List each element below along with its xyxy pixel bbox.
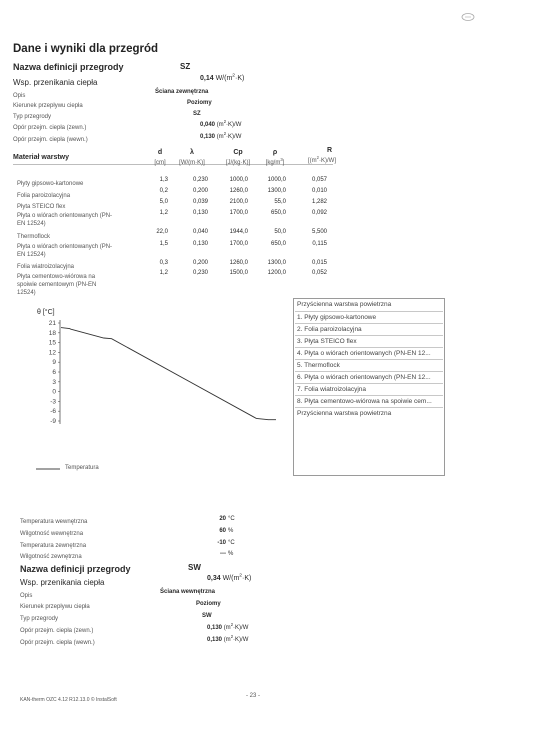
typ-value: SZ	[193, 111, 201, 117]
col-r-unit-sup: 2	[316, 155, 319, 160]
y-tick-label: 0	[52, 388, 56, 396]
legend-divider	[295, 395, 443, 396]
row-name: Płyta cementowo-wiórowa na	[17, 274, 96, 280]
r-zewn-group	[200, 119, 242, 128]
row-cp: 1944,0	[229, 229, 248, 235]
legend-divider	[295, 347, 443, 348]
col-r-unit-end: ·K)/W]	[319, 158, 336, 164]
row-d: 1,5	[159, 241, 168, 247]
u-unit-sup: 2	[239, 573, 243, 579]
row-rho: 650,0	[270, 210, 286, 216]
legend-divider	[295, 323, 443, 324]
row-d: 0,2	[159, 188, 168, 194]
r-unit-end: ·K)/W	[226, 122, 242, 128]
row-lambda: 0,200	[192, 260, 208, 266]
row-lambda: 0,130	[192, 210, 208, 216]
chart-plot	[30, 318, 280, 428]
r-wewn-label: Opór przejm. ciepła (wewn.)	[13, 137, 88, 143]
r-unit-end: ·K)/W	[233, 637, 249, 643]
row-r: 0,057	[311, 177, 327, 183]
y-tick-label: 15	[48, 339, 56, 347]
rh-in-unit: %	[228, 528, 234, 534]
r-zewn-label: Opór przejm. ciepła (zewn.)	[13, 125, 87, 131]
y-tick-label: 21	[48, 320, 56, 327]
row-r: 0,052	[311, 270, 327, 276]
r-zewn-group	[207, 622, 249, 631]
section-header-label: Nazwa definicji przegrody	[13, 62, 124, 72]
r-zewn-value: 0,040	[200, 122, 216, 128]
y-tick-label: 9	[52, 359, 56, 367]
t-out-unit: °C	[228, 540, 235, 546]
legend-divider	[295, 359, 443, 360]
chart-y-label: θ [°C]	[37, 309, 55, 316]
r-unit: (m	[216, 134, 224, 140]
section-header-value: SZ	[180, 62, 191, 71]
row-d: 0,3	[159, 260, 168, 266]
legend-divider	[295, 311, 443, 312]
legend-item: 2. Folia paroizolacyjna	[297, 326, 362, 333]
col-rho-symbol: ρ	[272, 149, 278, 156]
u-value: 0,14	[200, 75, 214, 82]
row-lambda: 0,200	[192, 188, 208, 194]
row-d: 1,2	[159, 270, 168, 276]
r-wewn-value: 0,130	[207, 637, 223, 643]
r-wewn-group	[207, 634, 249, 643]
r-unit-sup: 2	[223, 119, 227, 124]
y-tick-label: 3	[52, 378, 56, 386]
u-value: 0,34	[207, 575, 221, 582]
scan-mark-icon	[460, 12, 476, 22]
row-name: Thermoflock	[17, 234, 51, 240]
col-rho-unit-base: [kg/m	[265, 160, 281, 166]
row-r: 0,015	[311, 260, 327, 266]
row-rho: 1000,0	[267, 177, 286, 183]
rh-out-value: ---	[220, 551, 226, 557]
u-value-group	[207, 575, 251, 582]
row-cp: 2100,0	[229, 199, 248, 205]
legend-item: 6. Płyta o wiórach orientowanych (PN-EN 12...	[297, 374, 431, 381]
u-label: Wsp. przenikania ciepła	[20, 578, 105, 587]
t-in-label: Temperatura wewnętrzna	[20, 519, 88, 525]
row-lambda: 0,230	[192, 270, 208, 276]
col-cp-unit: [J/(kg·K)]	[225, 160, 251, 166]
y-tick-label: -3	[50, 398, 56, 406]
row-lambda: 0,039	[192, 199, 208, 205]
col-rho-unit-end: ]	[282, 160, 285, 166]
y-tick-label: 12	[48, 349, 56, 357]
rh-in-value: 60	[219, 528, 226, 534]
col-r-unit	[286, 155, 336, 164]
r-unit: (m	[216, 122, 224, 128]
row-r: 0,010	[311, 188, 327, 194]
row-name-cont: EN 12524)	[17, 252, 46, 258]
col-cp-symbol: Cp	[233, 149, 243, 156]
r-unit-sup: 2	[230, 634, 234, 639]
row-r: 0,115	[312, 241, 327, 247]
row-cp: 1260,0	[229, 188, 248, 194]
col-r-symbol: R	[326, 147, 332, 154]
r-unit-sup: 2	[223, 131, 227, 136]
r-unit: (m	[223, 637, 231, 643]
kierunek-label: Kierunek przepływu ciepła	[13, 103, 83, 109]
row-r: 0,092	[311, 210, 327, 216]
r-wewn-group	[200, 131, 242, 140]
u-unit: W/(m	[215, 75, 233, 82]
row-cp: 1700,0	[229, 241, 248, 247]
footer-page-number: - 23 -	[246, 693, 261, 699]
t-in-value: 20	[219, 516, 226, 522]
row-cp: 1700,0	[229, 210, 248, 216]
kierunek-value: Poziomy	[187, 100, 212, 106]
r-wewn-label: Opór przejm. ciepła (wewn.)	[20, 640, 95, 646]
row-lambda: 0,040	[192, 229, 208, 235]
row-name: Płyta o wiórach orientowanych (PN-	[17, 244, 113, 250]
u-unit-end: ·K)	[235, 75, 245, 82]
section-header-value: SW	[188, 563, 201, 572]
row-name-cont: spoiwie cementowym (PN-EN	[17, 282, 97, 288]
row-name: Folia wiatroizolacyjna	[17, 264, 75, 270]
legend-divider	[295, 383, 443, 384]
page-title: Dane i wyniki dla przegród	[13, 43, 159, 55]
y-tick-label: 18	[48, 329, 56, 337]
legend-item: Przyścienna warstwa powietrzna	[297, 301, 392, 308]
r-unit-sup: 2	[230, 622, 234, 627]
layers-legend	[293, 298, 445, 476]
u-unit-end: ·K)	[242, 575, 252, 582]
row-rho: 650,0	[270, 241, 286, 247]
u-unit: W/(m	[222, 575, 240, 582]
row-name: Płyta o wiórach orientowanych (PN-	[17, 213, 113, 219]
u-label: Wsp. przenikania ciepła	[13, 78, 98, 87]
row-name: Płyty gipsowo-kartonowe	[17, 181, 84, 187]
r-unit-end: ·K)/W	[233, 625, 249, 631]
row-r: 1,282	[311, 199, 327, 205]
row-rho: 50,0	[274, 229, 286, 235]
row-cp: 1260,0	[229, 260, 248, 266]
legend-item: Przyścienna warstwa powietrzna	[297, 410, 392, 417]
legend-divider	[295, 335, 443, 336]
row-name-cont: EN 12524)	[17, 221, 46, 227]
kierunek-value: Poziomy	[196, 601, 221, 607]
row-name: Płyta STEICO flex	[17, 204, 66, 210]
row-name-cont: 12524)	[17, 290, 36, 296]
row-d: 1,2	[159, 210, 168, 216]
r-unit-end: ·K)/W	[226, 134, 242, 140]
kierunek-label: Kierunek przepływu ciepła	[20, 604, 90, 610]
row-rho: 55,0	[274, 199, 286, 205]
section-header-label: Nazwa definicji przegrody	[20, 564, 131, 574]
opis-value: Ściana wewnętrzna	[160, 589, 216, 595]
col-d-unit: [cm]	[154, 160, 166, 166]
legend-divider	[295, 407, 443, 408]
y-tick-label: 6	[52, 369, 56, 376]
row-rho: 1200,0	[267, 270, 286, 276]
typ-label: Typ przegrody	[13, 114, 52, 120]
u-value-group	[200, 75, 244, 82]
row-name: Folia paroizolacyjna	[17, 193, 71, 199]
legend-item: 4. Płyta o wiórach orientowanych (PN-EN 12...	[297, 350, 431, 357]
row-cp: 1000,0	[229, 177, 248, 183]
legend-item: 1. Płyty gipsowo-kartonowe	[297, 314, 377, 321]
r-wewn-value: 0,130	[200, 134, 216, 140]
y-tick-label: -9	[50, 418, 56, 425]
row-d: 5,0	[159, 199, 168, 205]
r-unit: (m	[223, 625, 231, 631]
legend-series-label: Temperatura	[65, 465, 99, 471]
temperature-series-line	[61, 328, 276, 420]
t-out-label: Temperatura zewnętrzna	[20, 543, 87, 549]
opis-value: Ściana zewnętrzna	[155, 89, 209, 95]
r-zewn-label: Opór przejm. ciepła (zewn.)	[20, 628, 94, 634]
legend-item: 5. Thermoflock	[297, 362, 340, 369]
col-lambda-symbol: λ	[190, 149, 194, 156]
col-lambda-unit: [W/(m·K)]	[179, 160, 205, 166]
r-zewn-value: 0,130	[207, 625, 223, 631]
col-rho-unit-sup: 3	[280, 157, 283, 162]
row-d: 22,0	[156, 229, 168, 235]
opis-label: Opis	[13, 93, 26, 99]
footer-software: KAN-therm OZC 4.12 R12.13.0 © InstalSoft	[20, 697, 117, 703]
row-d: 1,3	[159, 177, 168, 183]
legend-item: 8. Płyta cementowo-wiórowa na spoiwie cem...	[297, 398, 432, 405]
u-unit-sup: 2	[232, 73, 236, 79]
row-r: 5,500	[311, 229, 327, 235]
legend-item: 7. Folia wiatroizolacyjna	[297, 386, 367, 393]
row-rho: 1300,0	[267, 260, 286, 266]
col-r-unit-base: [(m	[307, 158, 317, 164]
legend-line-swatch	[35, 466, 61, 472]
col-d-symbol: d	[157, 149, 163, 156]
rh-out-unit: %	[228, 551, 234, 557]
t-out-value: -10	[217, 540, 226, 546]
typ-label: Typ przegrody	[20, 616, 59, 622]
legend-item: 3. Płyta STEICO flex	[297, 338, 357, 345]
row-rho: 1300,0	[267, 188, 286, 194]
rh-out-label: Wilgotność zewnętrzna	[20, 554, 82, 560]
rh-in-label: Wilgotność wewnętrzna	[20, 531, 84, 537]
row-lambda: 0,230	[192, 177, 208, 183]
row-cp: 1500,0	[229, 270, 248, 276]
opis-label: Opis	[20, 593, 33, 599]
typ-value: SW	[202, 613, 212, 619]
legend-divider	[295, 371, 443, 372]
y-tick-label: -6	[50, 408, 56, 416]
row-lambda: 0,130	[192, 241, 208, 247]
t-in-unit: °C	[228, 516, 235, 522]
materials-header-label: Materiał warstwy	[13, 154, 70, 161]
